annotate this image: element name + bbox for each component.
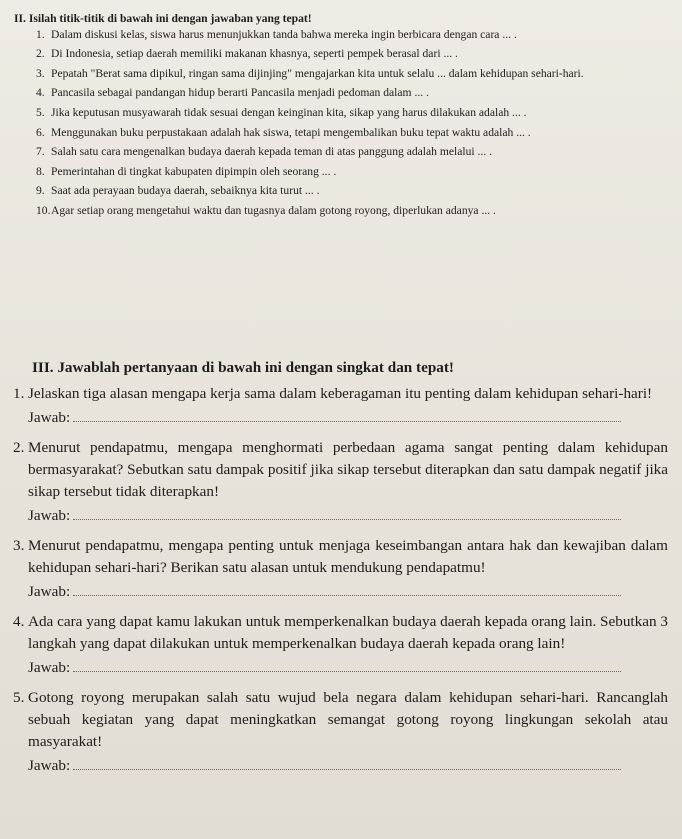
item-number: 1. bbox=[36, 27, 45, 41]
item-text: Agar setiap orang mengetahui waktu dan tugasnya dalam gotong royong, diperlukan adanya ... . bbox=[51, 203, 496, 217]
list-item bbox=[38, 47, 678, 61]
answer-line[interactable] bbox=[28, 581, 680, 603]
answer-blank[interactable] bbox=[73, 411, 621, 422]
question-number: 3. bbox=[13, 537, 25, 554]
section-ii-list bbox=[14, 28, 678, 218]
item-number: 10. bbox=[36, 203, 51, 217]
item-number: 2. bbox=[36, 47, 45, 61]
item-number: 6. bbox=[36, 125, 45, 139]
section-ii bbox=[14, 12, 678, 224]
question-item bbox=[10, 383, 680, 429]
answer-label: Jawab: bbox=[28, 409, 71, 426]
list-item bbox=[38, 106, 678, 120]
answer-label: Jawab: bbox=[28, 583, 71, 600]
section-iii-title: III. Jawablah pertanyaan di bawah ini dengan singkat dan tepat! bbox=[32, 359, 454, 376]
list-item bbox=[38, 165, 678, 179]
section-ii-title: II. Isilah titik-titik di bawah ini dengan jawaban yang tepat! bbox=[14, 12, 312, 25]
answer-blank[interactable] bbox=[73, 585, 621, 596]
question-text: Jelaskan tiga alasan mengapa kerja sama dalam keberagaman itu penting dalam kehidupan sehari-hari! bbox=[28, 385, 653, 402]
list-item bbox=[38, 86, 678, 100]
answer-blank[interactable] bbox=[73, 661, 621, 672]
question-text: Gotong royong merupakan salah satu wujud bela negara dalam kehidupan sehari-hari. Rancanglah sebuah kegiatan yang dapat meningkatkan semangat gotong royong lingkungan sekolah atau masyarakat! bbox=[28, 689, 668, 750]
item-text: Pancasila sebagai pandangan hidup berarti Pancasila menjadi pedoman dalam ... . bbox=[51, 86, 429, 100]
section-iii bbox=[10, 357, 680, 785]
question-text: Ada cara yang dapat kamu lakukan untuk memperkenalkan budaya daerah kepada orang lain. Sebutkan 3 langkah yang dapat dilakukan untuk memperkenalkan budaya daerah kepada orang lain! bbox=[28, 613, 668, 652]
item-number: 9. bbox=[36, 184, 45, 198]
list-item bbox=[38, 28, 678, 42]
question-text: Menurut pendapatmu, mengapa menghormati perbedaan agama sangat penting dalam kehidupan bermasyarakat? Sebutkan satu dampak positif jika sikap tersebut diterapkan dan satu dampak negatif jika sikap tersebut tidak diterapkan! bbox=[28, 439, 668, 500]
item-text: Jika keputusan musyawarah tidak sesuai dengan keinginan kita, sikap yang harus dilakukan adalah ... . bbox=[51, 105, 527, 119]
item-number: 5. bbox=[36, 105, 45, 119]
answer-label: Jawab: bbox=[28, 507, 71, 524]
question-number: 5. bbox=[13, 689, 25, 706]
item-text: Dalam diskusi kelas, siswa harus menunjukkan tanda bahwa mereka ingin berbicara dengan cara ... . bbox=[51, 27, 517, 41]
item-number: 8. bbox=[36, 164, 45, 178]
item-number: 4. bbox=[36, 86, 45, 100]
question-item bbox=[10, 611, 680, 679]
item-text: Pemerintahan di tingkat kabupaten dipimpin oleh seorang ... . bbox=[51, 164, 337, 178]
item-text: Salah satu cara mengenalkan budaya daerah kepada teman di atas panggung adalah melalui ... . bbox=[51, 145, 493, 159]
item-number: 7. bbox=[36, 145, 45, 159]
list-item bbox=[38, 145, 678, 159]
question-item bbox=[10, 687, 680, 777]
item-text: Di Indonesia, setiap daerah memiliki makanan khasnya, seperti pempek berasal dari ... . bbox=[51, 47, 458, 61]
list-item bbox=[38, 184, 678, 198]
item-text: Menggunakan buku perpustakaan adalah hak siswa, tetapi mengembalikan buku tepat waktu adalah ... . bbox=[51, 125, 531, 139]
answer-label: Jawab: bbox=[28, 659, 71, 676]
item-number: 3. bbox=[36, 66, 45, 80]
question-number: 4. bbox=[13, 613, 25, 630]
list-item bbox=[38, 126, 678, 140]
answer-line[interactable] bbox=[28, 755, 680, 777]
list-item bbox=[38, 67, 678, 81]
question-item bbox=[10, 535, 680, 603]
answer-label: Jawab: bbox=[28, 757, 71, 774]
question-number: 2. bbox=[13, 439, 25, 456]
answer-blank[interactable] bbox=[73, 759, 621, 770]
item-text: Saat ada perayaan budaya daerah, sebaiknya kita turut ... . bbox=[51, 184, 320, 198]
answer-line[interactable] bbox=[28, 505, 680, 527]
answer-blank[interactable] bbox=[73, 509, 621, 520]
question-item bbox=[10, 437, 680, 527]
question-number: 1. bbox=[13, 385, 25, 402]
question-text: Menurut pendapatmu, mengapa penting untuk menjaga keseimbangan antara hak dan kewajiban dalam kehidupan sehari-hari? Berikan satu alasan untuk mendukung pendapatmu! bbox=[28, 537, 668, 576]
list-item bbox=[38, 204, 678, 218]
answer-line[interactable] bbox=[28, 657, 680, 679]
item-text: Pepatah "Berat sama dipikul, ringan sama dijinjing" mengajarkan kita untuk selalu ... dalam kehidupan sehari-hari. bbox=[51, 66, 584, 80]
answer-line[interactable] bbox=[28, 407, 680, 429]
